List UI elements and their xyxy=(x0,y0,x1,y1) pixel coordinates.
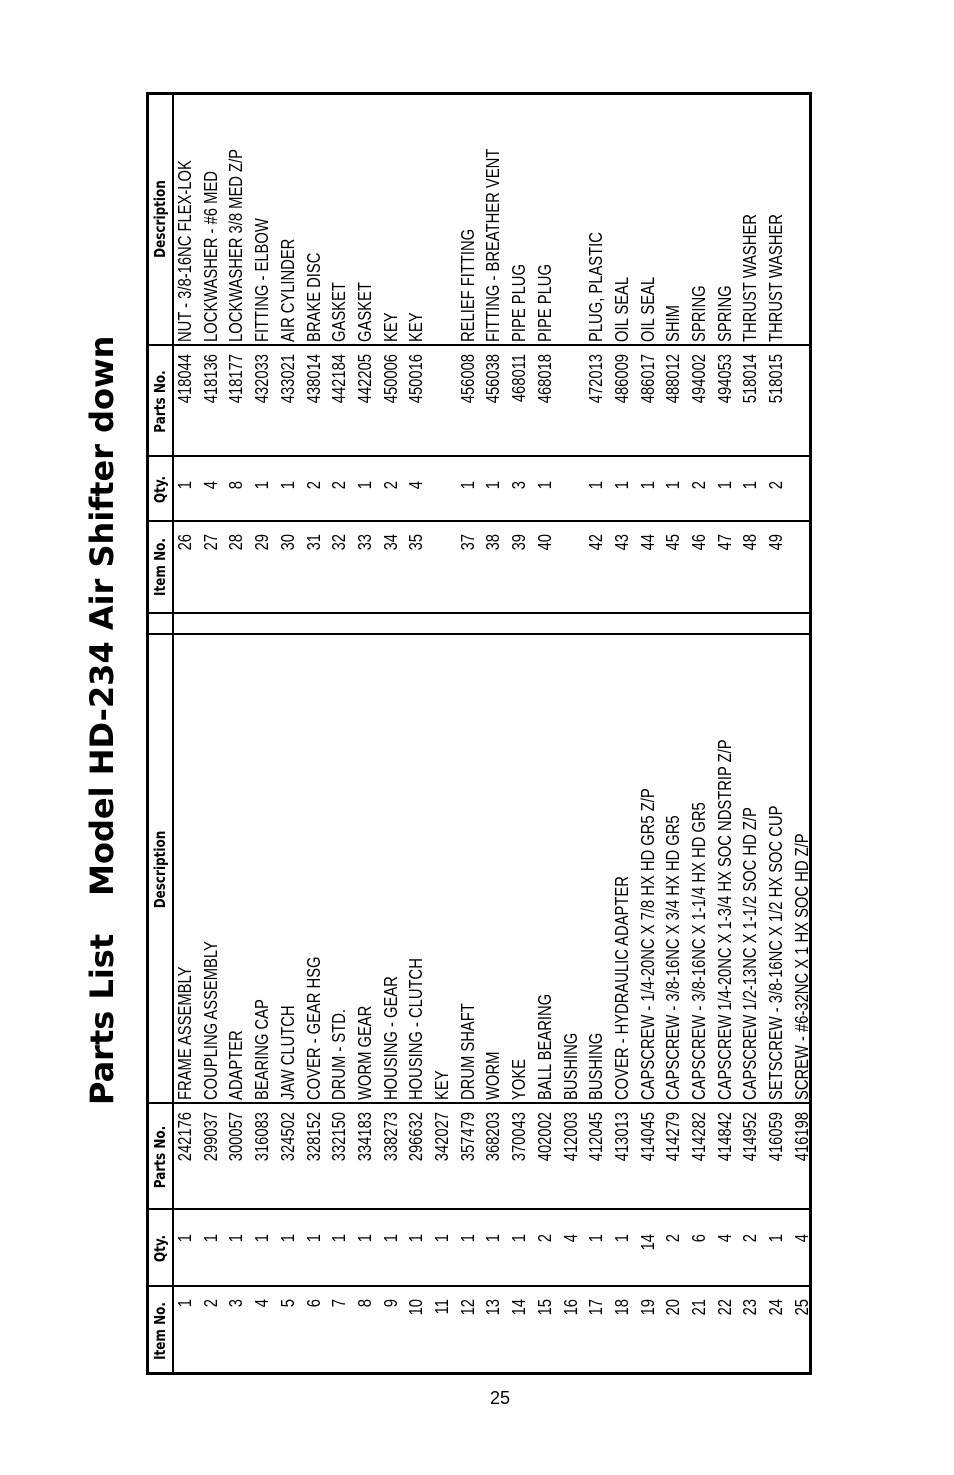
table-cell-parts: 414282 xyxy=(689,1112,709,1162)
table-cell-qty: 2 xyxy=(303,481,324,490)
table-cell-item: 6 xyxy=(303,1299,324,1308)
table-cell-qty: 1 xyxy=(483,1234,504,1243)
table-cell-qty: 2 xyxy=(329,481,350,490)
table-cell-item: 18 xyxy=(611,1299,632,1316)
column-rule xyxy=(146,633,812,635)
table-cell-qty: 1 xyxy=(277,1234,298,1243)
table-cell-qty: 1 xyxy=(714,481,735,490)
table-cell-item: 25 xyxy=(791,1299,812,1316)
table-cell-qty: 1 xyxy=(303,1234,324,1243)
table-cell-parts: 486017 xyxy=(637,354,658,404)
table-cell-qty: 1 xyxy=(509,1234,530,1243)
table-cell-qty: 1 xyxy=(380,1234,401,1243)
table-cell-parts: 518014 xyxy=(740,354,761,404)
table-cell-item: 4 xyxy=(252,1299,273,1308)
table-cell-desc: THRUST WASHER xyxy=(766,214,787,342)
table-cell-qty: 1 xyxy=(637,481,658,490)
column-rule xyxy=(146,1102,812,1104)
table-cell-item: 32 xyxy=(329,534,350,551)
table-cell-item: 29 xyxy=(252,534,273,551)
table-cell-desc: BEARING CAP xyxy=(252,999,273,1100)
table-cell-desc: HOUSING - CLUTCH xyxy=(406,958,427,1100)
table-cell-qty: 1 xyxy=(354,481,375,490)
title-parts-list: Parts List xyxy=(83,933,121,1105)
table-cell-parts: 300057 xyxy=(226,1112,247,1162)
table-cell-parts: 316083 xyxy=(252,1112,273,1162)
table-cell-qty: 2 xyxy=(766,481,787,490)
table-cell-parts: 418136 xyxy=(200,354,221,404)
table-cell-parts: 468018 xyxy=(534,354,555,404)
table-cell-desc: GASKET xyxy=(329,282,350,342)
table-cell-qty: 1 xyxy=(586,481,607,490)
table-cell-parts: 414842 xyxy=(714,1112,735,1162)
table-cell-desc: ADAPTER xyxy=(226,1030,247,1100)
table-cell-item: 22 xyxy=(714,1299,735,1316)
table-cell-qty: 1 xyxy=(252,1234,273,1243)
table-cell-parts: 416059 xyxy=(766,1112,787,1162)
left-header-item: Item No. xyxy=(151,1302,169,1360)
table-cell-item: 49 xyxy=(766,534,787,551)
table-cell-parts: 412003 xyxy=(560,1112,581,1162)
table-cell-parts: 450006 xyxy=(380,354,401,404)
table-cell-qty: 2 xyxy=(534,1234,555,1243)
table-cell-desc: RELIEF FITTING xyxy=(457,228,478,342)
table-cell-item: 1 xyxy=(175,1299,195,1308)
table-cell-item: 26 xyxy=(175,534,195,551)
table-cell-parts: 342027 xyxy=(432,1112,452,1162)
table-cell-desc: HOUSING - GEAR xyxy=(380,976,401,1100)
table-cell-parts: 242176 xyxy=(175,1112,195,1162)
table-cell-parts: 412045 xyxy=(586,1112,607,1162)
table-cell-item: 38 xyxy=(483,534,504,551)
table-cell-desc: SPRING xyxy=(714,285,735,342)
table-cell-desc: COUPLING ASSEMBLY xyxy=(200,941,221,1100)
table-cell-desc: CAPSCREW 1/4-20NC X 1-3/4 HX SOC NDSTRIP Z/P xyxy=(714,739,735,1100)
table-cell-parts: 414279 xyxy=(663,1112,684,1162)
title-model: Model HD-234 Air Shifter down xyxy=(83,335,121,896)
table-cell-qty: 2 xyxy=(663,1234,684,1243)
table-cell-parts: 442184 xyxy=(329,354,350,404)
table-cell-desc: YOKE xyxy=(509,1058,530,1100)
table-cell-qty: 1 xyxy=(175,481,195,490)
table-cell-parts: 414045 xyxy=(637,1112,658,1162)
table-cell-parts: 494002 xyxy=(689,354,709,404)
table-cell-qty: 4 xyxy=(791,1234,812,1243)
table-cell-item: 45 xyxy=(663,534,684,551)
table-cell-qty: 1 xyxy=(457,1234,478,1243)
table-cell-qty: 1 xyxy=(457,481,478,490)
table-cell-desc: JAW CLUTCH xyxy=(277,1005,298,1100)
table-cell-item: 24 xyxy=(766,1299,787,1316)
table-cell-item: 2 xyxy=(200,1299,221,1308)
column-rule xyxy=(146,1285,812,1287)
table-cell-parts: 442205 xyxy=(354,354,375,404)
table-cell-desc: SPRING xyxy=(689,285,709,342)
table-cell-desc: AIR CYLINDER xyxy=(277,238,298,342)
table-cell-qty: 1 xyxy=(252,481,273,490)
table-cell-item: 44 xyxy=(637,534,658,551)
table-cell-parts: 332150 xyxy=(329,1112,350,1162)
table-cell-desc: FRAME ASSEMBLY xyxy=(175,966,195,1100)
column-rule xyxy=(146,1208,812,1210)
table-cell-desc: DRUM SHAFT xyxy=(457,1003,478,1100)
table-cell-item: 30 xyxy=(277,534,298,551)
table-cell-parts: 433021 xyxy=(277,354,298,404)
table-cell-qty: 1 xyxy=(406,1234,427,1243)
right-header-item: Item No. xyxy=(151,538,169,596)
table-cell-qty: 2 xyxy=(740,1234,761,1243)
left-header-desc: Description xyxy=(151,830,169,909)
table-cell-parts: 468011 xyxy=(509,354,530,403)
table-cell-qty: 4 xyxy=(200,481,221,490)
table-cell-desc: SHIM xyxy=(663,305,684,342)
table-cell-desc: LOCKWASHER 3/8 MED Z/P xyxy=(226,148,247,342)
table-cell-item: 16 xyxy=(560,1299,581,1316)
table-cell-qty: 1 xyxy=(432,1234,452,1243)
table-cell-item: 27 xyxy=(200,534,221,551)
table-cell-qty: 8 xyxy=(226,481,247,490)
table-cell-qty: 1 xyxy=(329,1234,350,1243)
table-cell-desc: SETSCREW - 3/8-16NC X 1/2 HX SOC CUP xyxy=(766,805,787,1100)
table-cell-item: 13 xyxy=(483,1299,504,1316)
table-cell-item: 34 xyxy=(380,534,401,551)
table-cell-qty: 4 xyxy=(714,1234,735,1243)
column-rule xyxy=(146,612,812,614)
table-cell-item: 37 xyxy=(457,534,478,551)
table-cell-item: 20 xyxy=(663,1299,684,1316)
table-cell-item: 8 xyxy=(354,1299,375,1308)
table-cell-parts: 328152 xyxy=(303,1112,324,1162)
table-cell-item: 19 xyxy=(637,1299,658,1316)
table-cell-parts: 456038 xyxy=(483,354,504,404)
table-cell-parts: 518015 xyxy=(766,354,787,404)
table-cell-parts: 413013 xyxy=(611,1112,632,1162)
table-cell-qty: 1 xyxy=(200,1234,221,1243)
table-cell-item: 10 xyxy=(406,1299,427,1316)
table-cell-parts: 299037 xyxy=(200,1112,221,1162)
table-cell-parts: 357479 xyxy=(457,1112,478,1162)
table-cell-item: 42 xyxy=(586,534,607,551)
table-cell-qty: 2 xyxy=(380,481,401,490)
table-cell-qty: 1 xyxy=(277,481,298,490)
table-cell-desc: BRAKE DISC xyxy=(303,252,324,342)
table-cell-parts: 432033 xyxy=(252,354,273,404)
table-cell-qty: 1 xyxy=(663,481,684,490)
table-cell-parts: 450016 xyxy=(406,354,427,404)
table-cell-desc: BUSHING xyxy=(560,1032,581,1100)
table-cell-desc: THRUST WASHER xyxy=(740,214,761,342)
table-cell-desc: KEY xyxy=(380,312,401,342)
table-cell-item: 39 xyxy=(509,534,530,551)
table-cell-item: 21 xyxy=(689,1299,709,1316)
table-cell-desc: BUSHING xyxy=(586,1032,607,1100)
table-cell-qty: 1 xyxy=(586,1234,607,1243)
table-cell-desc: COVER - HYDRAULIC ADAPTER xyxy=(611,876,632,1100)
table-cell-desc: FITTING - ELBOW xyxy=(252,218,273,342)
table-cell-desc: PIPE PLUG xyxy=(509,264,530,342)
table-cell-desc: KEY xyxy=(406,312,427,342)
table-cell-desc: PLUG, PLASTIC xyxy=(586,232,607,342)
table-cell-desc: DRUM - STD. xyxy=(329,1008,350,1100)
page-number: 25 xyxy=(489,1388,511,1408)
table-cell-desc: LOCKWASHER - #6 MED xyxy=(200,171,221,342)
table-cell-item: 11 xyxy=(432,1299,452,1315)
table-cell-item: 9 xyxy=(380,1299,401,1308)
right-header-qty: Qty. xyxy=(151,475,169,504)
table-cell-desc: OIL SEAL xyxy=(611,276,632,342)
table-cell-parts: 416198 xyxy=(791,1112,812,1162)
table-cell-parts: 418177 xyxy=(226,354,247,404)
table-cell-desc: CAPSCREW - 3/8-16NC X 3/4 HX HD GR5 xyxy=(663,815,684,1100)
table-cell-qty: 4 xyxy=(406,481,427,490)
table-cell-item: 3 xyxy=(226,1299,247,1308)
table-cell-item: 43 xyxy=(611,534,632,551)
table-cell-parts: 402002 xyxy=(534,1112,555,1162)
table-cell-qty: 1 xyxy=(740,481,761,490)
table-cell-item: 14 xyxy=(509,1299,530,1316)
table-cell-item: 23 xyxy=(740,1299,761,1316)
table-cell-qty: 1 xyxy=(175,1234,195,1243)
column-rule xyxy=(146,344,812,346)
table-cell-item: 40 xyxy=(534,534,555,551)
table-cell-qty: 1 xyxy=(766,1234,787,1243)
column-rule xyxy=(146,455,812,457)
table-cell-parts: 368203 xyxy=(483,1112,504,1162)
table-cell-desc: WORM GEAR xyxy=(354,1005,375,1100)
table-cell-item: 33 xyxy=(354,534,375,551)
table-cell-qty: 14 xyxy=(637,1234,658,1251)
table-cell-parts: 296632 xyxy=(406,1112,427,1162)
table-cell-desc: KEY xyxy=(432,1070,452,1100)
column-rule xyxy=(146,520,812,522)
table-cell-desc: BALL BEARING xyxy=(534,993,555,1100)
table-cell-parts: 334183 xyxy=(354,1112,375,1162)
table-cell-item: 28 xyxy=(226,534,247,551)
table-cell-qty: 1 xyxy=(483,481,504,490)
table-cell-desc: PIPE PLUG xyxy=(534,264,555,342)
table-cell-parts: 338273 xyxy=(380,1112,401,1162)
left-header-qty: Qty. xyxy=(151,1234,169,1263)
table-cell-qty: 2 xyxy=(689,481,709,490)
table-cell-item: 47 xyxy=(714,534,735,551)
table-cell-parts: 488012 xyxy=(663,354,684,404)
table-cell-item: 12 xyxy=(457,1299,478,1316)
table-cell-desc: NUT - 3/8-16NC FLEX-LOK xyxy=(175,160,195,342)
table-cell-desc: CAPSCREW - 1/4-20NC X 7/8 HX HD GR5 Z/P xyxy=(637,788,658,1100)
table-cell-item: 5 xyxy=(277,1299,298,1308)
table-cell-parts: 324502 xyxy=(277,1112,298,1162)
table-cell-parts: 414952 xyxy=(740,1112,761,1162)
table-cell-desc: SCREW - #6-32NC X 1 HX SOC HD Z/P xyxy=(791,833,812,1100)
table-cell-qty: 3 xyxy=(509,481,530,490)
table-cell-item: 7 xyxy=(329,1299,350,1308)
table-cell-parts: 494053 xyxy=(714,354,735,404)
table-cell-qty: 1 xyxy=(611,1234,632,1243)
table-cell-qty: 1 xyxy=(611,481,632,490)
table-cell-item: 15 xyxy=(534,1299,555,1316)
table-cell-desc: GASKET xyxy=(354,282,375,342)
table-cell-qty: 6 xyxy=(689,1234,709,1243)
table-cell-parts: 370043 xyxy=(509,1112,530,1162)
table-cell-qty: 1 xyxy=(226,1234,247,1243)
left-header-parts: Parts No. xyxy=(151,1125,169,1189)
table-cell-item: 17 xyxy=(586,1299,607,1316)
table-cell-parts: 418044 xyxy=(175,354,195,404)
table-cell-item: 48 xyxy=(740,534,761,551)
right-header-parts: Parts No. xyxy=(151,370,169,433)
table-cell-qty: 4 xyxy=(560,1234,581,1243)
table-cell-item: 31 xyxy=(303,534,324,551)
table-cell-desc: FITTING - BREATHER VENT xyxy=(483,148,504,342)
table-cell-desc: CAPSCREW - 3/8-16NC X 1-1/4 HX HD GR5 xyxy=(689,802,709,1100)
table-cell-item: 46 xyxy=(689,534,709,551)
table-cell-desc: CAPSCREW 1/2-13NC X 1-1/2 SOC HD Z/P xyxy=(740,807,761,1100)
table-cell-item: 35 xyxy=(406,534,427,551)
right-header-desc: Description xyxy=(151,180,169,258)
table-cell-parts: 456008 xyxy=(457,354,478,404)
table-cell-qty: 1 xyxy=(534,481,555,490)
table-cell-desc: WORM xyxy=(483,1051,504,1100)
table-cell-desc: COVER - GEAR HSG xyxy=(303,956,324,1100)
table-cell-desc: OIL SEAL xyxy=(637,276,658,342)
page-title xyxy=(82,336,122,1105)
table-cell-qty: 1 xyxy=(354,1234,375,1243)
table-cell-parts: 438014 xyxy=(303,354,324,404)
table-cell-parts: 486009 xyxy=(611,354,632,404)
table-cell-parts: 472013 xyxy=(586,354,607,404)
